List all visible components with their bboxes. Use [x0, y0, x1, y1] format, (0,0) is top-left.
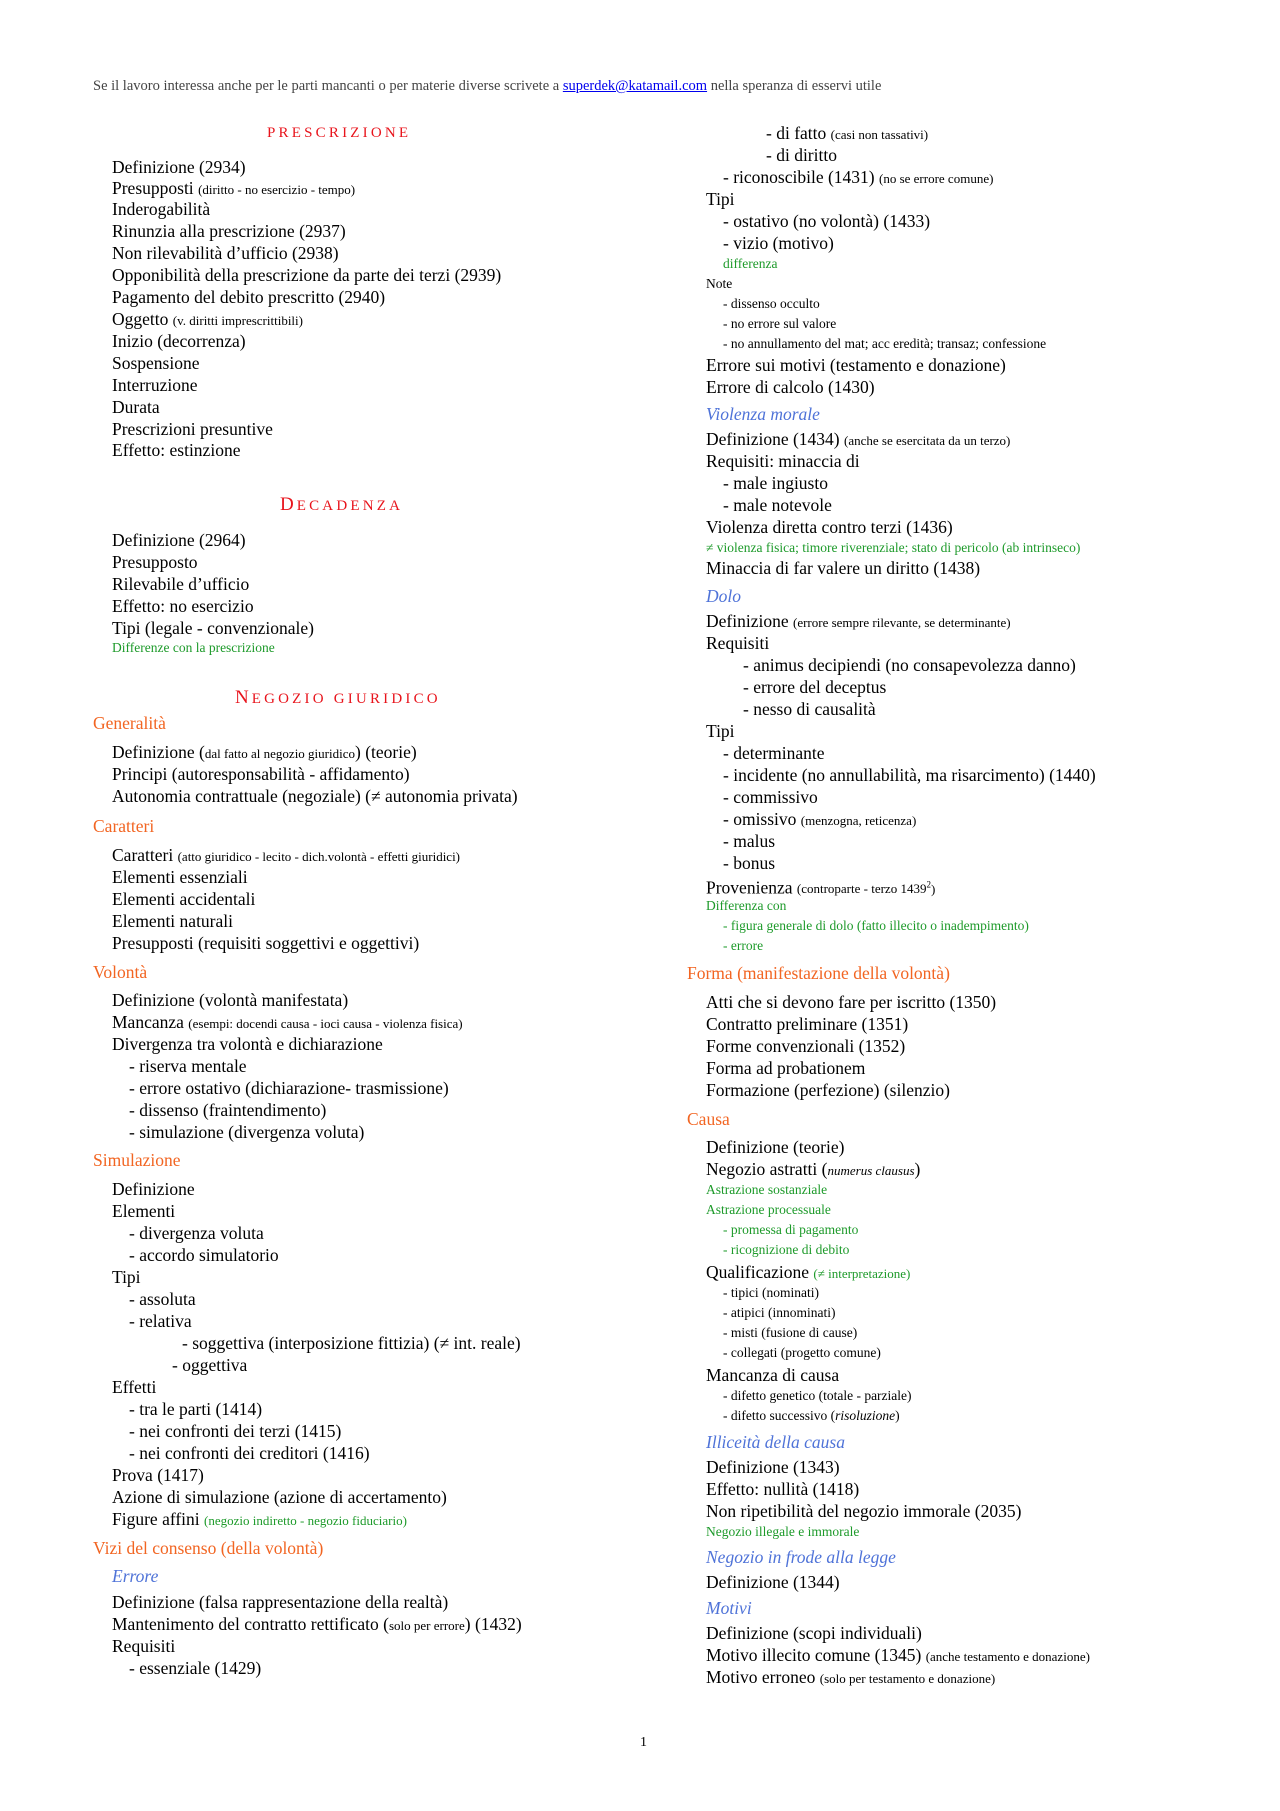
line-text: Non rilevabilità d’ufficio (2938)	[112, 243, 339, 263]
simulazione-item	[112, 1509, 407, 1531]
simulazione-item	[129, 1245, 279, 1265]
simulazione-item	[112, 1465, 204, 1485]
simulazione-item	[112, 1487, 447, 1507]
heading-causa: Causa	[687, 1109, 730, 1129]
line-text: Oggetto	[112, 309, 173, 329]
line-text: Prescrizioni presuntive	[112, 419, 273, 439]
simulazione-item	[129, 1443, 370, 1463]
forma-item	[706, 992, 996, 1012]
line-text: )	[895, 1408, 900, 1423]
line-text: )	[914, 1159, 921, 1179]
motivi-item	[706, 1645, 1090, 1667]
prescrizione-item	[112, 287, 385, 307]
prescrizione-item	[112, 157, 246, 177]
simulazione-item	[129, 1289, 196, 1309]
line-text: Mantenimento del contratto rettificato (	[112, 1614, 389, 1634]
causa-green-note: - promessa di pagamento	[723, 1222, 859, 1237]
volonta-item	[129, 1056, 247, 1076]
errore-item	[112, 1636, 175, 1656]
line-text: - accordo simulatorio	[129, 1245, 279, 1265]
violenza-item	[723, 495, 832, 515]
line-text: Divergenza tra volontà e dichiarazione	[112, 1034, 383, 1054]
header-note	[93, 78, 881, 95]
line-text: Elementi accidentali	[112, 889, 256, 909]
line-text: Tipi	[706, 721, 735, 741]
dolo-item	[723, 831, 775, 851]
line-text: Definizione (2934)	[112, 157, 246, 177]
prescrizione-item	[112, 375, 198, 395]
note-item: - no annullamento del mat; acc eredità; transaz; confessione	[723, 336, 1047, 351]
line-text: Effetto: estinzione	[112, 440, 241, 460]
line-text: Interruzione	[112, 375, 198, 395]
simulazione-item	[112, 1179, 195, 1199]
line-text: Non ripetibilità del negozio immorale (2035)	[706, 1501, 1022, 1521]
caratteri-item	[112, 911, 233, 931]
prescrizione-item	[112, 419, 273, 439]
dolo-item	[706, 633, 769, 653]
line-text: Definizione (falsa rappresentazione della realtà)	[112, 1592, 449, 1612]
prescrizione-item	[112, 331, 246, 351]
line-small: (controparte - terzo 1439$^2$	[796, 880, 931, 897]
line-text: Presupposto	[112, 552, 198, 572]
line-text: Definizione (teorie)	[706, 1137, 845, 1157]
causa-item	[706, 1137, 844, 1157]
header-suffix: nella speranza di esservi utile	[707, 78, 882, 94]
line-text: Contratto preliminare (1351)	[706, 1014, 909, 1034]
mancanza-item	[723, 1408, 900, 1424]
line-text: Inizio (decorrenza)	[112, 331, 246, 351]
section-title-prescrizione: PRESCRIZIONE	[267, 125, 412, 141]
line-text: Forma ad probationem	[706, 1058, 866, 1078]
dolo-item	[743, 677, 886, 697]
line-text: Durata	[112, 397, 160, 417]
line-small: )	[930, 881, 936, 897]
heading-vizi: Vizi del consenso (della volontà)	[93, 1538, 324, 1558]
caratteri-item	[112, 867, 248, 887]
simulazione-item	[172, 1355, 247, 1375]
heading-caratteri: Caratteri	[93, 816, 155, 836]
illiceita-item	[706, 1457, 840, 1477]
line-small: (no se errore comune)	[879, 171, 994, 186]
line-text: Formazione (perfezione) (silenzio)	[706, 1080, 950, 1100]
heading-dolo: Dolo	[706, 586, 741, 606]
dolo-green-note: - errore	[723, 938, 764, 953]
line-small: (menzogna, reticenza)	[800, 813, 917, 828]
line-green: (≠ interpretazione)	[813, 1266, 911, 1281]
line-text: - assoluta	[129, 1289, 196, 1309]
line-text: - nesso di causalità	[743, 699, 876, 719]
line-text: Caratteri	[112, 845, 178, 865]
caratteri-item	[112, 933, 419, 953]
forma-item	[706, 1058, 865, 1078]
generalita-item	[112, 786, 518, 806]
violenza-green-note: ≠ violenza fisica; timore riverenziale; stato di pericolo (ab intrinseco)	[706, 540, 1081, 555]
volonta-item	[129, 1100, 326, 1120]
errore-tail-item	[706, 355, 1006, 375]
causa-green-note: Astrazione sostanziale	[706, 1182, 828, 1197]
simulazione-item	[129, 1223, 264, 1243]
line-text: - oggettiva	[172, 1355, 248, 1375]
heading-frode: Negozio in frode alla legge	[706, 1547, 896, 1567]
dolo-item	[723, 765, 1096, 785]
violenza-item	[706, 451, 860, 471]
email-link[interactable]: superdek@katamail.com	[562, 78, 708, 94]
line-text: Azione di simulazione (azione di accertamento)	[112, 1487, 447, 1507]
line-text: - nei confronti dei creditori (1416)	[129, 1443, 370, 1463]
line-text: Effetti	[112, 1377, 157, 1397]
line-text: Effetto: nullità (1418)	[706, 1479, 860, 1499]
line-text: - animus decipiendi (no consapevolezza danno)	[743, 655, 1076, 675]
dolo-item	[723, 787, 818, 807]
line-small: (solo per testamento e donazione)	[819, 1671, 996, 1686]
line-text: - riconoscibile (1431)	[723, 167, 879, 187]
section-title-negozio: NEGOZIO GIURIDICO	[235, 687, 441, 708]
line-text: - commissivo	[723, 787, 818, 807]
simulazione-item	[129, 1421, 341, 1441]
prescrizione-item	[112, 440, 240, 460]
line-text: Elementi naturali	[112, 911, 233, 931]
line-text: Presupposti (requisiti soggettivi e oggettivi)	[112, 933, 420, 953]
dolo-item	[723, 853, 775, 873]
line-green: (negozio indiretto - negozio fiduciario)	[204, 1513, 407, 1528]
line-small: (casi non tassativi)	[830, 127, 929, 142]
line-text: - essenziale (1429)	[129, 1658, 262, 1678]
simulazione-item	[129, 1311, 192, 1331]
line-small: (anche se esercitata da un terzo)	[844, 433, 1011, 448]
line-text: Pagamento del debito prescritto (2940)	[112, 287, 386, 307]
line-text: - determinante	[723, 743, 825, 763]
line-text: - simulazione (divergenza voluta)	[129, 1122, 365, 1142]
dolo-item	[743, 655, 1076, 675]
heading-errore: Errore	[112, 1566, 159, 1586]
prescrizione-item	[112, 178, 355, 200]
note-item: - dissenso occulto	[723, 296, 820, 311]
heading-generalita: Generalità	[93, 713, 166, 733]
frode-item	[706, 1572, 840, 1592]
causa-item	[706, 1262, 910, 1284]
line-text: Motivo illecito comune (1345)	[706, 1645, 926, 1665]
qualificazione-item: - tipici (nominati)	[723, 1285, 819, 1300]
line-text: - dissenso (fraintendimento)	[129, 1100, 327, 1120]
line-text: - errore ostativo (dichiarazione- trasmissione)	[129, 1078, 449, 1098]
decadenza-item	[112, 530, 246, 550]
line-text: Definizione (	[112, 742, 205, 762]
heading-simulazione: Simulazione	[93, 1150, 181, 1170]
line-text: Requisiti	[706, 633, 770, 653]
prescrizione-item	[112, 353, 200, 373]
dolo-item	[723, 809, 916, 831]
volonta-item	[129, 1078, 449, 1098]
line-text: ) (1432)	[464, 1614, 522, 1634]
line-text: - errore del deceptus	[743, 677, 887, 697]
motivi-item	[706, 1667, 995, 1689]
line-text: Definizione (1344)	[706, 1572, 840, 1592]
dolo-item	[723, 743, 825, 763]
line-text: - di fatto	[766, 123, 831, 143]
decadenza-green-note: Differenze con la prescrizione	[112, 640, 275, 655]
line-small: (atto giuridico - lecito - dich.volontà - effetti giuridici)	[177, 849, 461, 864]
page-number: 1	[640, 1735, 647, 1750]
line-small: (errore sempre rilevante, se determinante)	[792, 615, 1011, 630]
simulazione-item	[112, 1267, 141, 1287]
line-small: dal fatto al negozio giuridico	[204, 746, 355, 761]
line-text: - divergenza voluta	[129, 1223, 264, 1243]
line-text: Definizione (2964)	[112, 530, 246, 550]
line-text: - ostativo (no volontà) (1433)	[723, 211, 931, 231]
decadenza-item	[112, 552, 198, 572]
dolo-item	[743, 699, 876, 719]
causa-green-note: - ricognizione di debito	[723, 1242, 850, 1257]
heading-volonta: Volontà	[93, 962, 148, 982]
line-small: (v. diritti imprescrittibili)	[172, 313, 303, 328]
line-text: Tipi	[112, 1267, 141, 1287]
line-text: - vizio (motivo)	[723, 233, 834, 253]
line-small: solo per errore	[388, 1618, 465, 1633]
heading-motivi: Motivi	[706, 1598, 752, 1618]
line-text: Definizione (scopi individuali)	[706, 1623, 922, 1643]
line-text: - riserva mentale	[129, 1056, 247, 1076]
prescrizione-item	[112, 199, 210, 219]
line-text: Opponibilità della prescrizione da parte dei terzi (2939)	[112, 265, 502, 285]
line-text: Prova (1417)	[112, 1465, 204, 1485]
line-text: Mancanza di causa	[706, 1365, 840, 1385]
line-text: Definizione	[706, 611, 793, 631]
errore-item	[129, 1658, 261, 1678]
line-text: Violenza diretta contro terzi (1436)	[706, 517, 953, 537]
forma-item	[706, 1014, 908, 1034]
line-text: Figure affini	[112, 1509, 205, 1529]
simulazione-item	[112, 1201, 175, 1221]
prescrizione-item	[112, 221, 346, 241]
line-text: - bonus	[723, 853, 776, 873]
errore-cont-item	[723, 233, 834, 253]
line-small: (diritto - no esercizio - tempo)	[198, 182, 356, 197]
line-text: Minaccia di far valere un diritto (1438)	[706, 558, 981, 578]
note-item: - no errore sul valore	[723, 316, 837, 331]
qualificazione-item: - atipici (innominati)	[723, 1305, 836, 1320]
illiceita-item	[706, 1479, 859, 1499]
errore-item	[112, 1592, 448, 1612]
decadenza-item	[112, 596, 254, 616]
line-text: Effetto: no esercizio	[112, 596, 254, 616]
causa-item	[706, 1159, 920, 1181]
volonta-item	[112, 1034, 383, 1054]
line-text: Definizione	[112, 1179, 195, 1199]
line-text: Elementi	[112, 1201, 176, 1221]
prescrizione-item	[112, 243, 339, 263]
violenza-item	[706, 558, 980, 578]
line-text: Presupposti	[112, 178, 199, 198]
line-text: Rinunzia alla prescrizione (2937)	[112, 221, 346, 241]
heading-violenza: Violenza morale	[706, 404, 820, 424]
volonta-item	[129, 1122, 364, 1142]
line-text: - di diritto	[766, 145, 837, 165]
line-text: Forme convenzionali (1352)	[706, 1036, 906, 1056]
line-text: - nei confronti dei terzi (1415)	[129, 1421, 342, 1441]
line-text: ) (teorie)	[355, 742, 417, 762]
forma-item	[706, 1080, 950, 1100]
dolo-green-note: - figura generale di dolo (fatto illecito o inadempimento)	[723, 918, 1029, 933]
line-text: Provenienza	[706, 877, 797, 898]
simulazione-item	[112, 1377, 156, 1397]
line-text: Motivo erroneo	[706, 1667, 820, 1687]
causa-item	[706, 1365, 839, 1385]
violenza-item	[706, 429, 1010, 451]
line-text: Principi (autoresponsabilità - affidamento)	[112, 764, 410, 784]
caratteri-item	[112, 845, 460, 867]
line-text: - soggettiva (interposizione fittizia) (≠ int. reale)	[182, 1333, 521, 1353]
decadenza-item	[112, 618, 314, 638]
line-text: Sospensione	[112, 353, 200, 373]
prescrizione-item	[112, 397, 160, 417]
decadenza-item	[112, 574, 249, 594]
line-text: - malus	[723, 831, 776, 851]
illiceita-item	[706, 1501, 1021, 1521]
line-text: Errore sui motivi (testamento e donazione)	[706, 355, 1006, 375]
heading-illiceita: Illiceità della causa	[706, 1432, 845, 1452]
section-title-decadenza: DECADENZA	[280, 494, 404, 515]
line-text: Negozio astratti (	[706, 1159, 828, 1179]
dolo-item	[706, 611, 1011, 633]
qualificazione-item: - misti (fusione di cause)	[723, 1325, 858, 1340]
qualificazione-item: - collegati (progetto comune)	[723, 1345, 881, 1360]
line-text: - difetto successivo (	[723, 1408, 836, 1423]
line-text: - incidente (no annullabilità, ma risarcimento) (1440)	[723, 765, 1096, 785]
forma-item	[706, 1036, 905, 1056]
errore-cont-item	[766, 123, 928, 145]
errore-cont-item	[723, 211, 930, 231]
volonta-item	[112, 990, 348, 1010]
line-text: Mancanza	[112, 1012, 189, 1032]
line-text: Tipi	[706, 189, 735, 209]
line-text: Definizione (1434)	[706, 429, 845, 449]
violenza-item	[706, 517, 953, 537]
prescrizione-item	[112, 265, 501, 285]
motivi-item	[706, 1623, 922, 1643]
superscript: 2	[926, 880, 931, 890]
heading-forma: Forma (manifestazione della volontà)	[687, 963, 950, 983]
line-small: (esempi: docendi causa - ioci causa - violenza fisica)	[188, 1016, 463, 1031]
line-small: (anche testamento e donazione)	[925, 1649, 1090, 1664]
generalita-item	[112, 764, 410, 784]
line-italic: numerus clausus	[827, 1163, 915, 1178]
simulazione-item	[182, 1333, 521, 1353]
line-text: Atti che si devono fare per iscritto (1350)	[706, 992, 997, 1012]
line-text: Requisiti: minaccia di	[706, 451, 860, 471]
line-text: Definizione (volontà manifestata)	[112, 990, 349, 1010]
line-text: - omissivo	[723, 809, 801, 829]
illiceita-green-note: Negozio illegale e immorale	[706, 1524, 860, 1539]
line-text: - tra le parti (1414)	[129, 1399, 263, 1419]
errore-tail-item	[706, 377, 875, 397]
note-heading: Note	[706, 276, 733, 291]
line-text: - male notevole	[723, 495, 832, 515]
mancanza-item: - difetto genetico (totale - parziale)	[723, 1388, 912, 1403]
line-text: Elementi essenziali	[112, 867, 248, 887]
violenza-item	[723, 473, 828, 493]
generalita-item	[112, 742, 417, 764]
errore-cont-item	[766, 145, 837, 165]
line-text: Errore di calcolo (1430)	[706, 377, 875, 397]
errore-green-note: differenza	[723, 256, 778, 271]
line-text: - male ingiusto	[723, 473, 828, 493]
errore-cont-item	[706, 189, 735, 209]
header-prefix: Se il lavoro interessa anche per le parti mancanti o per materie diverse scrivete a	[93, 78, 563, 94]
line-text: Tipi (legale - convenzionale)	[112, 618, 314, 638]
dolo-item	[706, 721, 735, 741]
errore-item	[112, 1614, 522, 1636]
line-text: Inderogabilità	[112, 199, 211, 219]
dolo-item	[706, 875, 935, 899]
prescrizione-item	[112, 309, 303, 331]
errore-cont-item	[723, 167, 993, 189]
line-text: Definizione (1343)	[706, 1457, 840, 1477]
simulazione-item	[129, 1399, 262, 1419]
line-italic: risoluzione	[835, 1408, 896, 1423]
causa-green-note: Astrazione processuale	[706, 1202, 831, 1217]
volonta-item	[112, 1012, 463, 1034]
line-text: Autonomia contrattuale (negoziale) (≠ autonomia privata)	[112, 786, 518, 806]
line-text: Rilevabile d’ufficio	[112, 574, 250, 594]
line-text: - relativa	[129, 1311, 192, 1331]
dolo-green-note: Differenza con	[706, 898, 787, 913]
caratteri-item	[112, 889, 255, 909]
line-text: Qualificazione	[706, 1262, 814, 1282]
line-text: Requisiti	[112, 1636, 176, 1656]
